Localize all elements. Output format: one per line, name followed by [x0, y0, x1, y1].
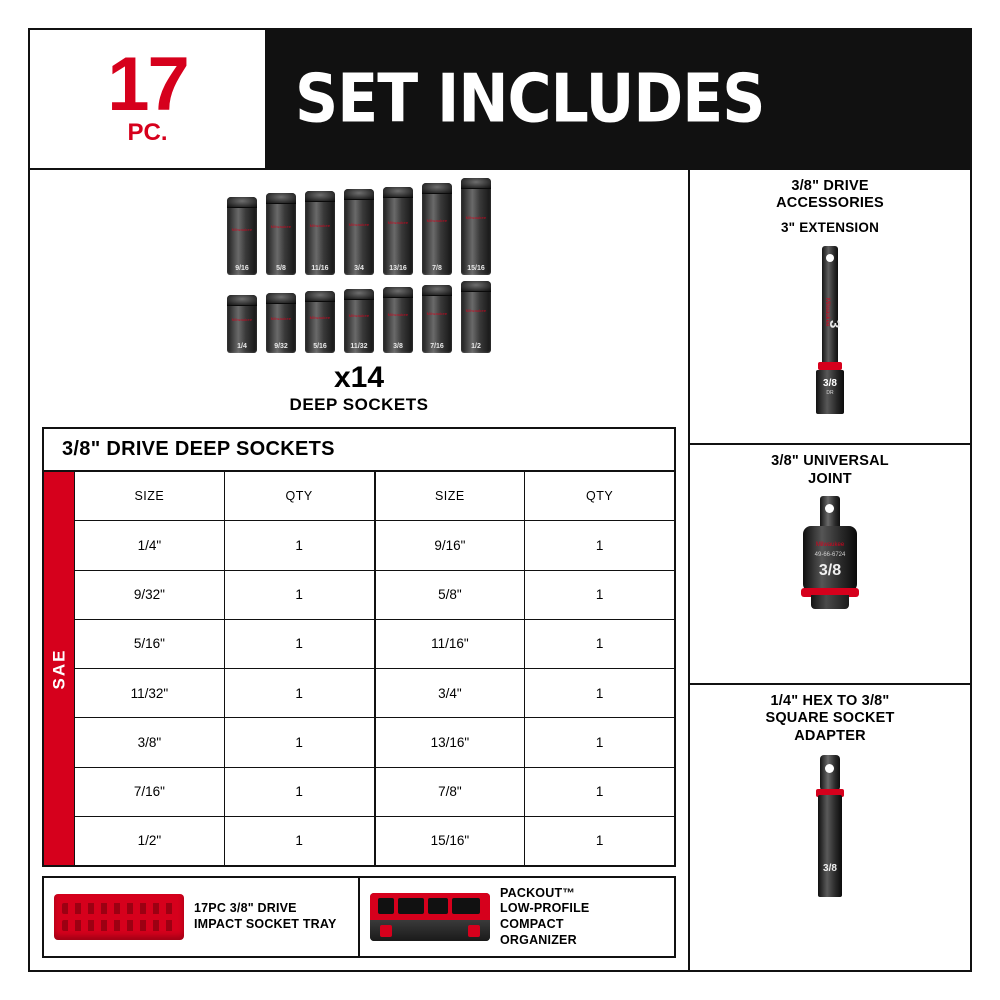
extension-red-ring: [818, 362, 842, 370]
storage-row: [42, 876, 676, 958]
packout-latch: [468, 925, 480, 937]
socket-size-label: 7/8: [432, 265, 442, 272]
packout-slot: [428, 898, 448, 914]
table-header-row: [75, 472, 374, 521]
table-cell-qty: 1: [295, 685, 303, 701]
header: [30, 30, 970, 170]
socket-size-label: 3/4: [354, 265, 364, 272]
universal-joint-size-mark: 3/8: [818, 562, 842, 580]
socket-opening: [305, 191, 335, 202]
adapter-icon: [808, 755, 852, 905]
socket-brand-mark: Milwaukee: [270, 224, 292, 230]
table-row: [376, 571, 675, 620]
packout-organizer-label: [500, 886, 589, 949]
socket-opening: [344, 289, 374, 300]
table-cell-size: 5/8": [376, 571, 526, 619]
socket-opening: [266, 293, 296, 304]
adapter-label-line1: 1/4" HEX TO 3/8": [770, 692, 890, 709]
table-half-right: [376, 472, 675, 865]
socket-brand-mark: Milwaukee: [465, 214, 487, 220]
socket-size-label: 5/8: [276, 265, 286, 272]
socket-brand-mark: Milwaukee: [387, 312, 409, 318]
socket-illustration: [30, 170, 688, 417]
table-column-header: SIZE: [75, 472, 225, 520]
accessories-heading-line1: 3/8" DRIVE: [791, 178, 869, 194]
table-row: [75, 669, 374, 718]
table-cell-qty: 1: [295, 734, 303, 750]
universal-joint-cell: [690, 445, 970, 684]
socket-opening: [422, 285, 452, 296]
piece-count-block: [30, 30, 265, 168]
table-row: [376, 669, 675, 718]
extension-drive-mark: DR: [826, 389, 834, 396]
socket-size-label: 1/4: [237, 343, 247, 350]
table-cell-qty: 1: [295, 587, 303, 603]
socket-opening: [227, 295, 257, 306]
socket-row-bottom: [40, 281, 678, 353]
socket-count: x14: [333, 361, 385, 394]
right-column: [690, 170, 970, 970]
universal-joint-body: [803, 526, 857, 592]
socket-tray-cell: [44, 878, 360, 956]
socket-opening: [461, 281, 491, 292]
page-title: SET INCLUDES: [295, 59, 765, 139]
adapter-label-line3: ADAPTER: [794, 727, 866, 744]
universal-joint-brand-mark: Milwaukee: [815, 542, 845, 549]
universal-joint-label: [771, 453, 889, 488]
table-row: [376, 817, 675, 865]
table-row: [75, 620, 374, 669]
packout-label-line1: PACKOUT™: [500, 885, 575, 900]
table-cell-size: 1/4": [75, 521, 225, 569]
socket-illustration-item: [266, 193, 296, 275]
accessories-heading-line2: ACCESSORIES: [776, 195, 884, 212]
socket-opening: [227, 197, 257, 208]
packout-label-line2: LOW-PROFILE: [500, 901, 590, 916]
table-column-header: SIZE: [376, 472, 526, 520]
universal-joint-foot: [811, 595, 849, 609]
table-cell-size: 1/2": [75, 817, 225, 865]
socket-brand-mark: Milwaukee: [426, 217, 448, 223]
socket-illustration-item: [383, 287, 413, 353]
table-cell-qty: 1: [595, 734, 604, 750]
table-row: [75, 571, 374, 620]
table-column-header: QTY: [285, 489, 313, 504]
table-cell-size: 5/16": [75, 620, 225, 668]
socket-illustration-item: [305, 291, 335, 353]
extension-label: 3" EXTENSION: [780, 219, 880, 235]
adapter-label-line2: SQUARE SOCKET: [765, 710, 895, 727]
universal-joint-label-line2: JOINT: [808, 470, 852, 487]
socket-brand-mark: Milwaukee: [309, 222, 331, 228]
table-cell-qty: 1: [295, 636, 303, 652]
table-cell-size: 11/16": [376, 620, 526, 668]
packout-label-line3: COMPACT: [500, 917, 564, 931]
table-cell-qty: 1: [595, 685, 604, 701]
body: [30, 170, 970, 970]
socket-size-label: 11/16: [311, 265, 329, 272]
socket-size-label: 9/32: [274, 343, 288, 350]
socket-brand-mark: Milwaukee: [348, 313, 370, 319]
adapter-cell: [690, 685, 970, 970]
table-cell-qty: 1: [595, 636, 604, 652]
socket-illustration-item: [305, 191, 335, 275]
table-cell-qty: 1: [295, 537, 303, 553]
socket-illustration-item: [227, 295, 257, 353]
packout-organizer-icon: [370, 893, 490, 941]
socket-opening: [266, 193, 296, 204]
table-cell-qty: 1: [595, 833, 604, 849]
socket-illustration-item: [422, 285, 452, 353]
socket-size-label: 15/16: [467, 265, 485, 272]
socket-opening: [383, 187, 413, 198]
socket-brand-mark: Milwaukee: [231, 317, 253, 323]
socket-illustration-item: [383, 187, 413, 275]
universal-joint-icon: [787, 496, 873, 616]
adapter-size-mark: 3/8: [823, 862, 837, 874]
packout-slot: [452, 898, 480, 914]
socket-illustration-item: [266, 293, 296, 353]
table-cell-qty: 1: [295, 784, 303, 800]
socket-opening: [344, 189, 374, 200]
table-row: [75, 521, 374, 570]
table-row: [376, 521, 675, 570]
poster-frame: [28, 28, 972, 972]
socket-size-label: 7/16: [430, 343, 444, 350]
table-grid: [75, 472, 674, 865]
socket-opening: [461, 178, 491, 189]
socket-opening: [422, 183, 452, 194]
socket-illustration-item: [344, 189, 374, 275]
socket-size-label: 1/2: [471, 343, 481, 350]
table-cell-size: 7/16": [75, 768, 225, 816]
table-cell-qty: 1: [595, 784, 604, 800]
socket-brand-mark: Milwaukee: [309, 314, 331, 320]
adapter-square-drive: [820, 755, 840, 791]
socket-illustration-item: [461, 281, 491, 353]
packout-slot: [398, 898, 424, 914]
table-group-label-text: SAE: [49, 648, 68, 689]
table-cell-size: 3/4": [376, 669, 526, 717]
table-cell-qty: 1: [295, 833, 303, 849]
packout-label-line4: ORGANIZER: [500, 932, 577, 947]
socket-count-caption: DEEP SOCKETS: [289, 395, 429, 414]
table-cell-size: 7/8": [376, 768, 526, 816]
table-row: [376, 768, 675, 817]
packout-lid: [370, 893, 490, 922]
header-banner: [265, 30, 970, 168]
table-row: [376, 620, 675, 669]
extension-length-mark: 3: [826, 319, 843, 329]
piece-count-label: PC.: [127, 119, 168, 147]
accessories-heading: [776, 178, 884, 213]
extension-icon: [810, 246, 850, 414]
socket-illustration-item: [461, 178, 491, 275]
extension-brand-mark: Milwaukee: [824, 297, 830, 327]
table-title: 3/8" DRIVE DEEP SOCKETS: [44, 429, 674, 472]
socket-brand-mark: Milwaukee: [231, 226, 253, 232]
socket-tray-label: [194, 901, 337, 932]
table-cell-size: 9/32": [75, 571, 225, 619]
piece-count-number: 17: [107, 41, 188, 127]
socket-row-top: [40, 178, 678, 275]
socket-size-label: 9/16: [235, 265, 249, 272]
table-row: [376, 718, 675, 767]
socket-brand-mark: Milwaukee: [465, 308, 487, 314]
socket-opening: [383, 287, 413, 298]
table-cell-qty: 1: [595, 537, 604, 553]
socket-brand-mark: Milwaukee: [270, 315, 292, 321]
table-row: [75, 768, 374, 817]
socket-size-label: 11/32: [350, 343, 368, 350]
table-body: [44, 472, 674, 865]
socket-illustration-item: [422, 183, 452, 275]
universal-joint-stem: [820, 496, 840, 530]
packout-latch: [380, 925, 392, 937]
table-header-row: [376, 472, 675, 521]
extension-size-mark: 3/8: [823, 377, 837, 389]
packout-slot: [378, 898, 394, 914]
socket-opening: [305, 291, 335, 302]
socket-size-label: 3/8: [393, 343, 403, 350]
socket-tray-icon: [54, 894, 184, 940]
table-half-left: [75, 472, 376, 865]
table-cell-size: 9/16": [376, 521, 526, 569]
table-row: [75, 817, 374, 865]
socket-brand-mark: Milwaukee: [348, 221, 370, 227]
table-cell-qty: 1: [595, 587, 604, 603]
table-cell-size: 13/16": [376, 718, 526, 766]
socket-tray-label-line2: IMPACT SOCKET TRAY: [194, 917, 337, 931]
table-column-header: QTY: [586, 489, 614, 504]
socket-size-label: 5/16: [313, 343, 327, 350]
table-cell-size: 11/32": [75, 669, 225, 717]
extension-detent-hole: [826, 254, 834, 262]
socket-brand-mark: Milwaukee: [426, 310, 448, 316]
adapter-label: [765, 693, 894, 745]
universal-joint-label-line1: 3/8" UNIVERSAL: [771, 453, 889, 470]
adapter-hex-shank: [818, 795, 842, 897]
table-cell-size: 15/16": [376, 817, 526, 865]
socket-illustration-item: [344, 289, 374, 353]
extension-cell: [690, 170, 970, 445]
table-row: [75, 718, 374, 767]
deep-sockets-table: [42, 427, 676, 867]
packout-organizer-cell: [360, 878, 674, 956]
table-group-label: [44, 472, 75, 865]
socket-size-label: 13/16: [389, 265, 407, 272]
socket-illustration-item: [227, 197, 257, 275]
left-column: [30, 170, 690, 970]
socket-tray-label-line1: 17PC 3/8" DRIVE: [194, 901, 297, 916]
table-cell-size: 3/8": [75, 718, 225, 766]
socket-brand-mark: Milwaukee: [387, 220, 409, 226]
universal-joint-part-number: 49-66-6724: [814, 552, 846, 559]
adapter-detent-hole: [825, 764, 834, 773]
